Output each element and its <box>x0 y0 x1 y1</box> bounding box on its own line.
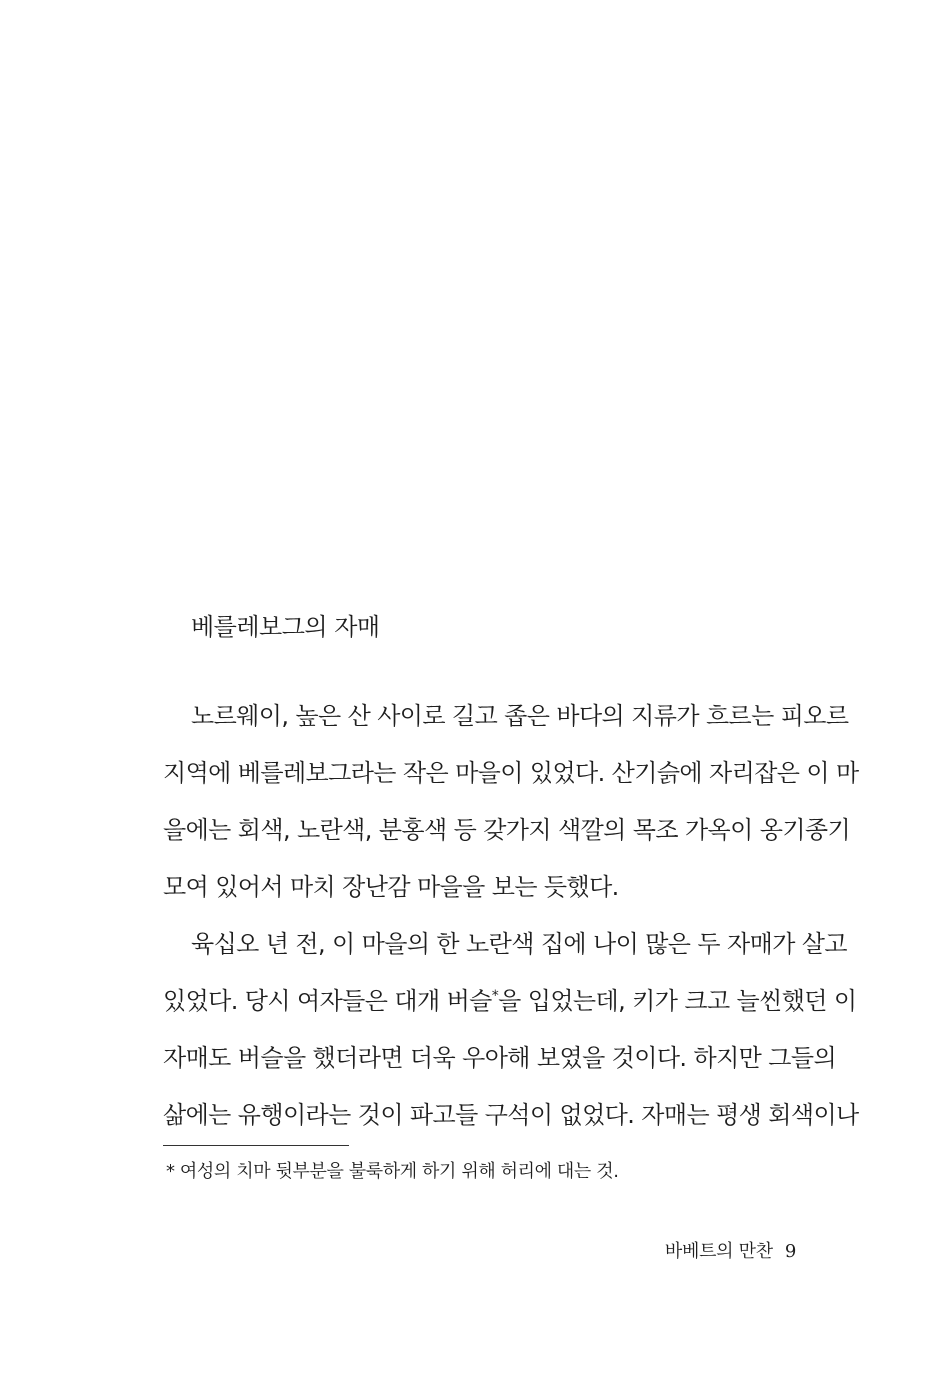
body-line-6-after: 을 입었는데, 키가 크고 늘씬했던 이 <box>498 987 857 1015</box>
body-line-6-before: 있었다. 당시 여자들은 대개 버슬 <box>163 987 492 1015</box>
chapter-title: 베를레보그의 자매 <box>191 613 380 641</box>
footnote-divider <box>163 1145 349 1146</box>
footnote: * 여성의 치마 뒷부분을 불룩하게 하기 위해 허리에 대는 것. <box>166 1161 619 1182</box>
body-line-3: 을에는 회색, 노란색, 분홍색 등 갖가지 색깔의 목조 가옥이 옹기종기 <box>163 816 851 844</box>
running-footer <box>665 1240 796 1264</box>
body-line-1: 노르웨이, 높은 산 사이로 길고 좁은 바다의 지류가 흐르는 피오르 <box>191 702 849 730</box>
body-line-7: 자매도 버슬을 했더라면 더욱 우아해 보였을 것이다. 하지만 그들의 <box>163 1044 837 1072</box>
body-line-6 <box>163 986 857 1020</box>
body-line-5: 육십오 년 전, 이 마을의 한 노란색 집에 나이 많은 두 자매가 살고 <box>191 930 847 958</box>
body-line-2: 지역에 베를레보그라는 작은 마을이 있었다. 산기슭에 자리잡은 이 마 <box>163 759 859 787</box>
footnote-marker: * <box>491 988 499 1004</box>
body-line-4: 모여 있어서 마치 장난감 마을을 보는 듯했다. <box>163 873 619 901</box>
book-title: 바베트의 만찬 <box>664 1241 773 1262</box>
body-line-8: 삶에는 유행이라는 것이 파고들 구석이 없었다. 자매는 평생 회색이나 <box>163 1101 859 1129</box>
page-number: 9 <box>784 1241 796 1262</box>
